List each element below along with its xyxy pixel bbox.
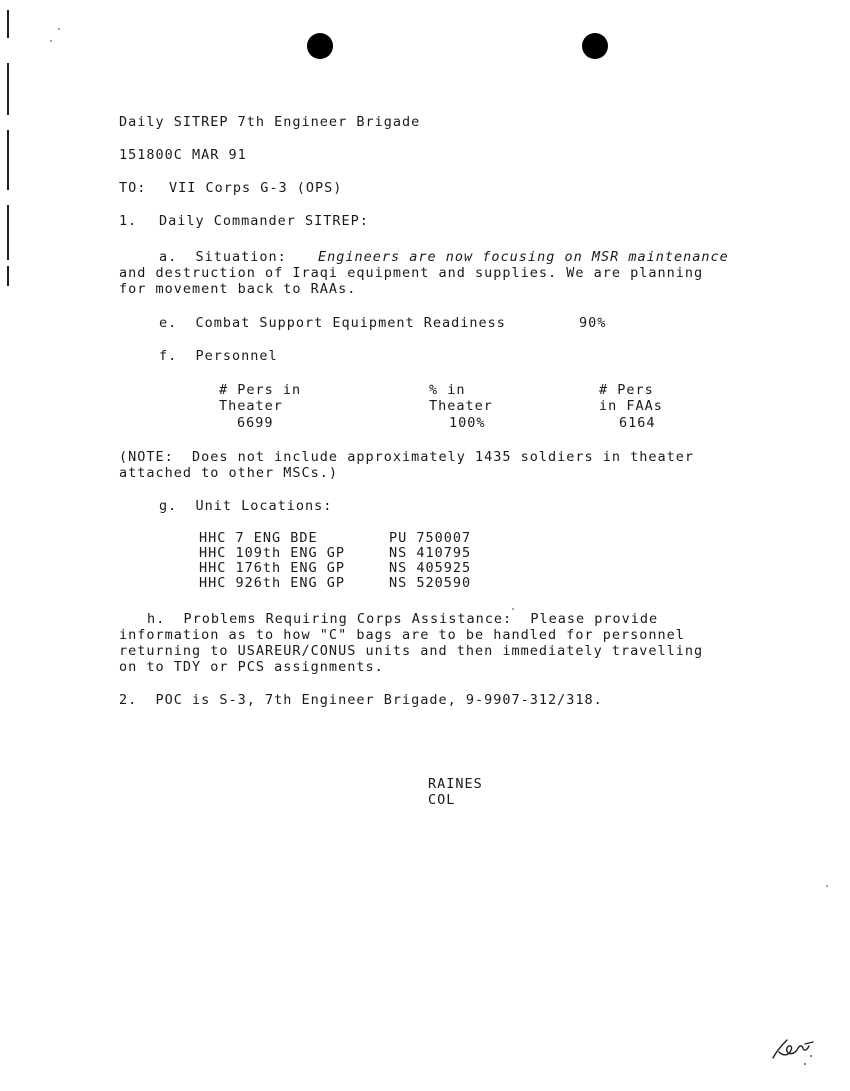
section-1-title: Daily Commander SITREP: xyxy=(159,213,369,229)
pers-col1-header-line2: Theater xyxy=(219,398,283,414)
problems-line4: on to TDY or PCS assignments. xyxy=(119,659,384,675)
scan-speck xyxy=(826,885,828,887)
personnel-note-line2: attached to other MSCs.) xyxy=(119,465,339,481)
unit-locations-label: g. Unit Locations: xyxy=(159,498,333,514)
pers-col1-value: 6699 xyxy=(237,415,274,431)
pers-col1-header-line1: # Pers in xyxy=(219,382,302,398)
punch-hole-right xyxy=(582,33,608,59)
binder-mark xyxy=(7,63,9,115)
readiness-value: 90% xyxy=(579,315,607,331)
pers-col3-header-line2: in FAAs xyxy=(599,398,663,414)
readiness-label: e. Combat Support Equipment Readiness xyxy=(159,315,506,331)
binder-mark xyxy=(7,130,9,190)
unit-location-grid: NS 405925 xyxy=(389,560,472,576)
pers-col3-value: 6164 xyxy=(619,415,656,431)
unit-location-unit: HHC 7 ENG BDE xyxy=(199,530,318,546)
personnel-note-line1: (NOTE: Does not include approximately 1435 soldiers in theater xyxy=(119,449,695,465)
pers-col2-header-line1: % in xyxy=(429,382,466,398)
to-label: TO: xyxy=(119,180,147,196)
situation-label: a. Situation: xyxy=(159,249,287,265)
pers-col3-header-line1: # Pers xyxy=(599,382,654,398)
binder-mark xyxy=(7,10,9,38)
unit-location-grid: NS 410795 xyxy=(389,545,472,561)
signer-rank: COL xyxy=(428,792,456,808)
situation-text-line1: Engineers are now focusing on MSR maintenance xyxy=(318,249,729,265)
binder-mark xyxy=(7,205,9,260)
problems-line3: returning to USAREUR/CONUS units and then immediately travelling xyxy=(119,643,704,659)
unit-location-grid: NS 520590 xyxy=(389,575,472,591)
document-title: Daily SITREP 7th Engineer Brigade xyxy=(119,114,421,130)
scan-speck xyxy=(512,608,514,610)
signer-name: RAINES xyxy=(428,776,483,792)
unit-location-unit: HHC 926th ENG GP xyxy=(199,575,346,591)
to-recipient: VII Corps G-3 (OPS) xyxy=(169,180,343,196)
date-time-group: 151800C MAR 91 xyxy=(119,147,247,163)
section-1-number: 1. xyxy=(119,213,138,229)
situation-text-line2: and destruction of Iraqi equipment and supplies. We are planning xyxy=(119,265,704,281)
pers-col2-header-line2: Theater xyxy=(429,398,493,414)
pers-col2-value: 100% xyxy=(449,415,486,431)
punch-hole-left xyxy=(307,33,333,59)
scan-speck xyxy=(58,28,60,30)
unit-location-unit: HHC 176th ENG GP xyxy=(199,560,346,576)
binder-mark xyxy=(7,266,9,286)
unit-location-grid: PU 750007 xyxy=(389,530,472,546)
situation-text-line3: for movement back to RAAs. xyxy=(119,281,357,297)
personnel-label: f. Personnel xyxy=(159,348,278,364)
scan-speck xyxy=(50,40,52,42)
problems-line1: h. Problems Requiring Corps Assistance: Please provide xyxy=(147,611,659,627)
poc-line: 2. POC is S-3, 7th Engineer Brigade, 9-9907-312/318. xyxy=(119,692,603,708)
unit-location-unit: HHC 109th ENG GP xyxy=(199,545,346,561)
problems-line2: information as to how "C" bags are to be handled for personnel xyxy=(119,627,685,643)
handwritten-initials-mark xyxy=(765,1030,825,1070)
